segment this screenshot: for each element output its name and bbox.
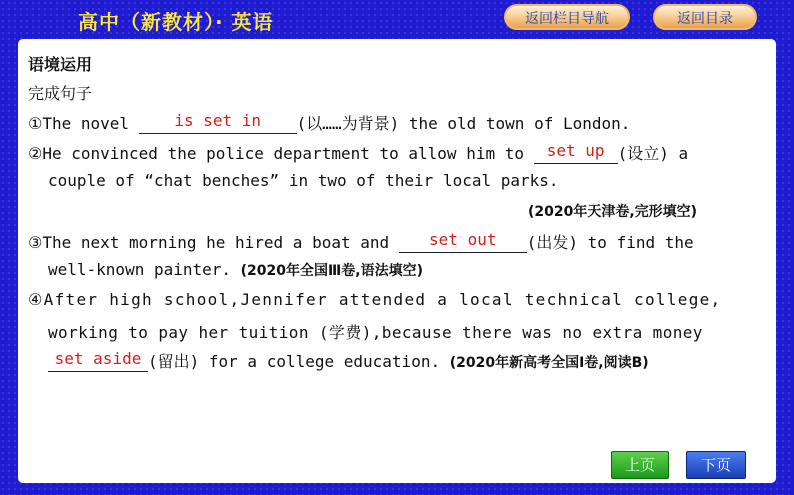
question-text: After high school,Jennifer attended a local technical college,: [43, 290, 722, 309]
question-text: (留出) for a college education.: [148, 352, 450, 371]
section-subheading: 完成句子: [28, 84, 93, 103]
question-number: ④: [28, 290, 44, 309]
question-number: ③: [28, 233, 43, 252]
question-text: The novel: [42, 114, 139, 133]
question-2: [28, 141, 688, 164]
question-text: The next morning he hired a boat and: [42, 233, 399, 252]
answer-blank: is set in: [139, 115, 297, 134]
question-4-line2: working to pay her tuition (学费),because there was no extra money: [48, 323, 703, 342]
question-text: (设立) a: [617, 144, 689, 163]
prev-page-button[interactable]: 上页: [611, 451, 669, 479]
question-4-line3: [48, 349, 649, 372]
back-to-section-nav-button[interactable]: 返回栏目导航: [504, 4, 630, 30]
question-text: He convinced the police department to allow him to: [42, 144, 534, 163]
next-page-button[interactable]: 下页: [686, 451, 746, 479]
back-to-toc-button[interactable]: 返回目录: [653, 4, 757, 30]
question-text: (出发) to find the: [526, 233, 694, 252]
header-title: 高中（新教材）· 英语: [78, 10, 274, 34]
question-2-line2: couple of “chat benches” in two of their local parks.: [48, 171, 559, 190]
answer-blank: set up: [534, 145, 618, 164]
question-3-source: (2020年全国Ⅲ卷,语法填空): [240, 263, 423, 279]
section-heading: 语境运用: [28, 55, 93, 74]
question-text: (以……为背景) the old town of London.: [296, 114, 631, 133]
question-3: [28, 230, 694, 253]
question-2-source: (2020年天津卷,完形填空): [528, 204, 698, 220]
question-4-source: (2020年新高考全国Ⅰ卷,阅读B): [449, 355, 649, 371]
question-number: ①: [28, 114, 43, 133]
question-number: ②: [28, 144, 43, 163]
question-text: well-known painter.: [48, 260, 241, 279]
question-3-line2: [48, 260, 423, 280]
question-4: [28, 290, 722, 309]
question-1: [28, 111, 630, 134]
answer-blank: set out: [399, 234, 527, 253]
answer-blank: set aside: [48, 353, 148, 372]
